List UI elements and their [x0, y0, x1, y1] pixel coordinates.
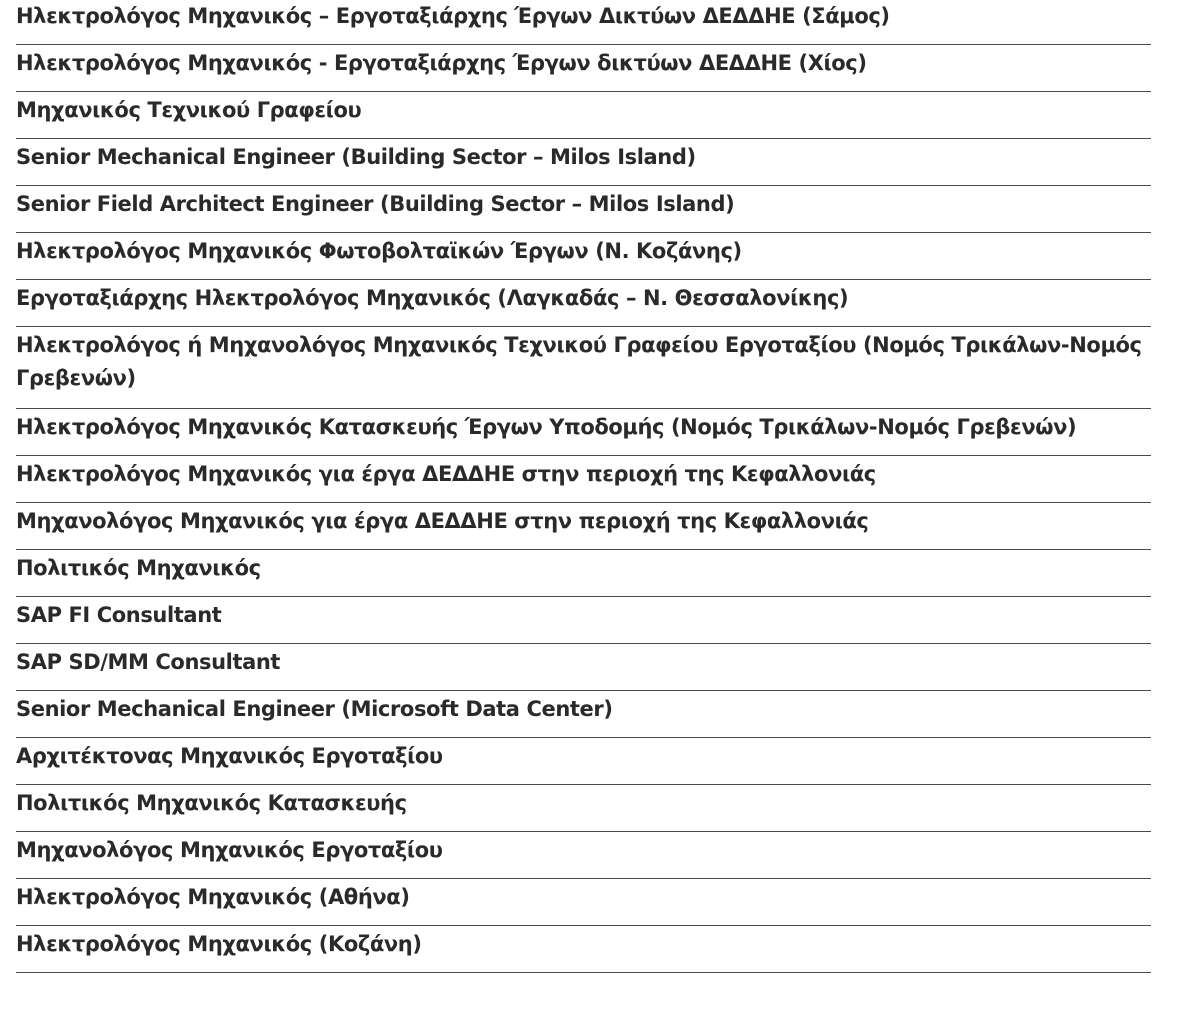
list-item	[16, 186, 1151, 233]
job-link[interactable]: Ηλεκτρολόγος Μηχανικός Φωτοβολταϊκών Έργων (Ν. Κοζάνης)	[16, 239, 742, 263]
list-item	[16, 139, 1151, 186]
job-link[interactable]: Πολιτικός Μηχανικός Κατασκευής	[16, 791, 407, 815]
list-item	[16, 926, 1151, 973]
list-item	[16, 92, 1151, 139]
list-item	[16, 45, 1151, 92]
job-link[interactable]: Αρχιτέκτονας Μηχανικός Εργοταξίου	[16, 744, 443, 768]
job-link[interactable]: SAP FI Consultant	[16, 603, 222, 627]
list-item	[16, 644, 1151, 691]
job-link[interactable]: Senior Mechanical Engineer (Building Sector – Milos Island)	[16, 145, 696, 169]
list-item	[16, 550, 1151, 597]
list-item	[16, 280, 1151, 327]
list-item	[16, 879, 1151, 926]
list-item	[16, 597, 1151, 644]
job-link[interactable]: Ηλεκτρολόγος Μηχανικός (Αθήνα)	[16, 885, 410, 909]
job-link[interactable]: Senior Field Architect Engineer (Building Sector – Milos Island)	[16, 192, 735, 216]
job-link[interactable]: Μηχανικός Τεχνικού Γραφείου	[16, 98, 362, 122]
job-link[interactable]: Senior Mechanical Engineer (Microsoft Data Center)	[16, 697, 613, 721]
list-item	[16, 0, 1151, 45]
job-link[interactable]: Ηλεκτρολόγος Μηχανικός Κατασκευής Έργων Υποδομής (Νομός Τρικάλων-Νομός Γρεβενών)	[16, 415, 1077, 439]
list-item	[16, 832, 1151, 879]
job-link[interactable]: Ηλεκτρολόγος Μηχανικός για έργα ΔΕΔΔΗΕ στην περιοχή της Κεφαλλονιάς	[16, 462, 876, 486]
job-listings	[16, 0, 1151, 973]
job-link[interactable]: Ηλεκτρολόγος Μηχανικός – Εργοταξιάρχης Έργων Δικτύων ΔΕΔΔΗΕ (Σάμος)	[16, 4, 890, 28]
list-item	[16, 691, 1151, 738]
list-item	[16, 456, 1151, 503]
job-link[interactable]: Εργοταξιάρχης Ηλεκτρολόγος Μηχανικός (Λαγκαδάς – Ν. Θεσσαλονίκης)	[16, 286, 849, 310]
job-link[interactable]: Ηλεκτρολόγος Μηχανικός - Εργοταξιάρχης Έργων δικτύων ΔΕΔΔΗΕ (Χίος)	[16, 51, 867, 75]
job-link[interactable]: Ηλεκτρολόγος ή Μηχανολόγος Μηχανικός Τεχνικού Γραφείου Εργοταξίου (Νομός Τρικάλων-Νομός Γρεβενών)	[16, 333, 1142, 390]
job-link[interactable]: Ηλεκτρολόγος Μηχανικός (Κοζάνη)	[16, 932, 422, 956]
list-item	[16, 738, 1151, 785]
job-link[interactable]: Μηχανολόγος Μηχανικός Εργοταξίου	[16, 838, 443, 862]
list-item	[16, 409, 1151, 456]
list-item	[16, 233, 1151, 280]
job-link[interactable]: Μηχανολόγος Μηχανικός για έργα ΔΕΔΔΗΕ στην περιοχή της Κεφαλλονιάς	[16, 509, 869, 533]
job-link[interactable]: Πολιτικός Μηχανικός	[16, 556, 261, 580]
job-link[interactable]: SAP SD/MM Consultant	[16, 650, 281, 674]
list-item	[16, 503, 1151, 550]
list-item	[16, 327, 1151, 409]
list-item	[16, 785, 1151, 832]
